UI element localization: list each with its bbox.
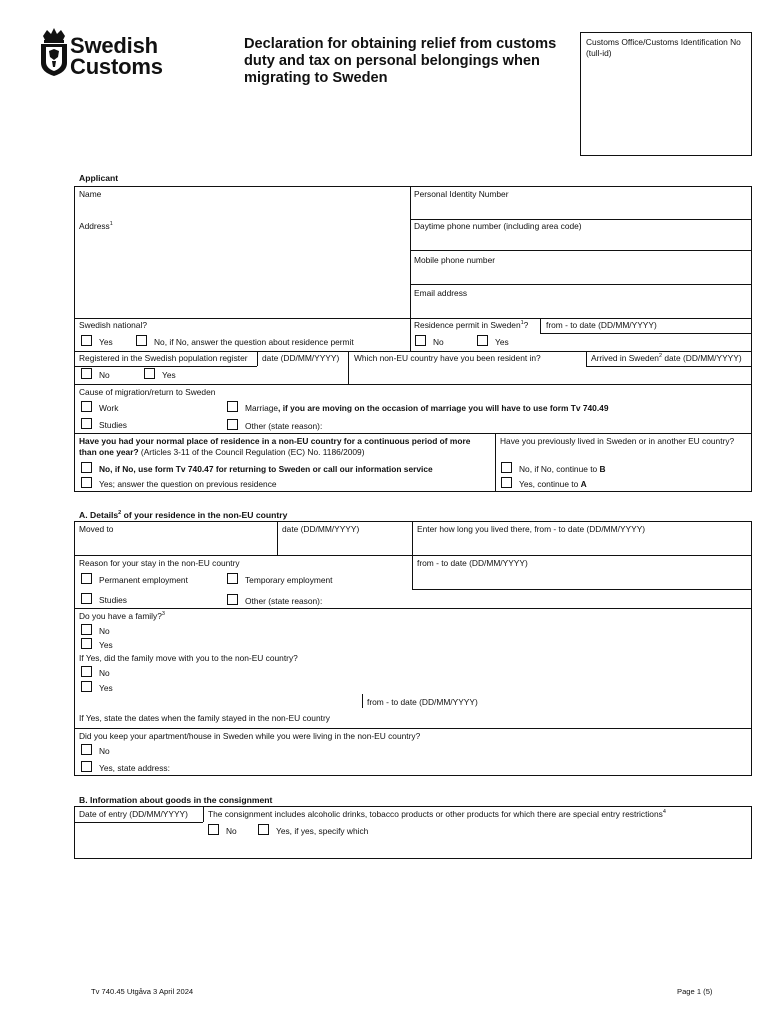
residence-permit-no-checkbox[interactable] <box>415 335 426 346</box>
page-title: Declaration for obtaining relief from customs duty and tax on personal belongings when migrating to Sweden <box>244 36 557 86</box>
section-b-heading: B. Information about goods in the consignment <box>79 795 273 805</box>
lived-before-no-label: No, if No, continue to B <box>519 464 606 474</box>
name-label: Name <box>79 189 102 199</box>
family-question: Do you have a family?$^3$ <box>79 611 165 621</box>
cause-marriage-checkbox[interactable] <box>227 401 238 412</box>
consignment-label: The consignment includes alcoholic drinks, tobacco products or other products for which there are special entry restrictions$^4$ <box>208 809 666 819</box>
swedish-national-yes-checkbox[interactable] <box>81 335 92 346</box>
cause-studies-label: Studies <box>99 420 127 430</box>
cause-other-checkbox[interactable] <box>227 419 238 430</box>
lived-before-no-checkbox[interactable] <box>501 462 512 473</box>
family-no-label: No <box>99 626 110 636</box>
family-move-yes-checkbox[interactable] <box>81 681 92 692</box>
customs-office-box[interactable] <box>580 32 752 156</box>
family-move-no-label: No <box>99 668 110 678</box>
residence-permit-yes-checkbox[interactable] <box>477 335 488 346</box>
family-no-checkbox[interactable] <box>81 624 92 635</box>
family-yes-checkbox[interactable] <box>81 638 92 649</box>
cause-studies-checkbox[interactable] <box>81 418 92 429</box>
date-of-entry-label: Date of entry (DD/MM/YYYY) <box>79 809 188 819</box>
reason-temporary-label: Temporary employment <box>245 575 333 585</box>
family-move-yes-label: Yes <box>99 683 113 693</box>
consignment-yes-checkbox[interactable] <box>258 824 269 835</box>
residence-no-label: No, if No, use form Tv 740.47 for returning to Sweden or call our information service <box>99 464 433 474</box>
registered-label: Registered in the Swedish population register <box>79 353 248 363</box>
applicant-heading: Applicant <box>79 173 119 183</box>
non-eu-country-label: Which non-EU country have you been resident in? <box>354 353 541 363</box>
address-label: Address$^1$ <box>79 221 113 231</box>
cause-other-label: Other (state reason): <box>245 421 323 431</box>
moved-to-field[interactable] <box>75 534 276 554</box>
family-dates-range-label: from - to date (DD/MM/YYYY) <box>367 697 478 707</box>
how-long-label: Enter how long you lived there, from - to date (DD/MM/YYYY) <box>417 524 646 534</box>
consignment-yes-label: Yes, if yes, specify which <box>276 826 369 836</box>
residence-question: Have you had your normal place of residence in a non-EU country for a continuous period of more than one year? (Articles 3-11 of the Council Regulation (EC) No. 1186/2009) <box>79 436 471 457</box>
page-number: Page 1 (5) <box>677 987 713 996</box>
apartment-no-label: No <box>99 746 110 756</box>
swedish-national-label: Swedish national? <box>79 320 147 330</box>
residence-yes-label: Yes; answer the question on previous residence <box>99 479 277 489</box>
apartment-yes-label: Yes, state address: <box>99 763 170 773</box>
arrived-label: Arrived in Sweden$^2$ date (DD/MM/YYYY) <box>591 353 742 363</box>
cause-label: Cause of migration/return to Sweden <box>79 387 216 397</box>
swedish-national-no-checkbox[interactable] <box>136 335 147 346</box>
apartment-question: Did you keep your apartment/house in Sweden while you were living in the non-EU country? <box>79 731 421 741</box>
apartment-no-checkbox[interactable] <box>81 744 92 755</box>
residence-permit-yes-label: Yes <box>495 337 509 347</box>
registered-yes-label: Yes <box>162 370 176 380</box>
section-a-heading: A. Details$^2$ of your residence in the non-EU country <box>79 510 288 520</box>
customs-office-label: Customs Office/Customs Identification No (tull-id) <box>586 37 741 58</box>
lived-before-yes-checkbox[interactable] <box>501 477 512 488</box>
consignment-no-checkbox[interactable] <box>208 824 219 835</box>
moved-to-label: Moved to <box>79 524 114 534</box>
residence-permit-dates-label: from - to date (DD/MM/YYYY) <box>546 320 657 330</box>
swedish-national-yes-label: Yes <box>99 337 113 347</box>
apartment-yes-checkbox[interactable] <box>81 761 92 772</box>
crown-shield-icon <box>38 27 70 77</box>
daytime-phone-field[interactable] <box>411 231 751 249</box>
residence-permit-label: Residence permit in Sweden$^1$? <box>414 320 529 330</box>
family-move-question: If Yes, did the family move with you to the non-EU country? <box>79 653 298 663</box>
registered-no-checkbox[interactable] <box>81 368 92 379</box>
reason-permanent-label: Permanent employment <box>99 575 188 585</box>
reason-studies-label: Studies <box>99 595 127 605</box>
reason-studies-checkbox[interactable] <box>81 593 92 604</box>
family-yes-label: Yes <box>99 640 113 650</box>
cause-marriage-label: Marriage, if you are moving on the occasion of marriage you will have to use form Tv 740.49 <box>245 403 609 413</box>
reason-other-label: Other (state reason): <box>245 596 323 606</box>
email-field[interactable] <box>411 298 751 317</box>
residence-no-checkbox[interactable] <box>81 462 92 473</box>
daytime-phone-label: Daytime phone number (including area code) <box>414 221 582 231</box>
name-field[interactable] <box>75 199 409 218</box>
lived-before-question: Have you previously lived in Sweden or in another EU country? <box>500 436 735 446</box>
registered-date-label: date (DD/MM/YYYY) <box>262 353 340 363</box>
family-dates-label: If Yes, state the dates when the family stayed in the non-EU country <box>79 713 330 723</box>
cause-work-checkbox[interactable] <box>81 401 92 412</box>
reason-permanent-checkbox[interactable] <box>81 573 92 584</box>
email-label: Email address <box>414 288 468 298</box>
reason-label: Reason for your stay in the non-EU country <box>79 558 240 568</box>
mobile-phone-field[interactable] <box>411 265 751 283</box>
consignment-no-label: No <box>226 826 237 836</box>
reason-temporary-checkbox[interactable] <box>227 573 238 584</box>
swedish-national-no-label: No, if No, answer the question about residence permit <box>154 337 354 347</box>
registered-no-label: No <box>99 370 110 380</box>
lived-before-yes-label: Yes, continue to A <box>519 479 587 489</box>
logo-text-line1: Swedish <box>70 33 158 58</box>
address-field[interactable] <box>75 232 409 317</box>
residence-permit-no-label: No <box>433 337 444 347</box>
moved-date-label: date (DD/MM/YYYY) <box>282 524 360 534</box>
personal-id-label: Personal Identity Number <box>414 189 509 199</box>
reason-other-checkbox[interactable] <box>227 594 238 605</box>
registered-yes-checkbox[interactable] <box>144 368 155 379</box>
residence-yes-checkbox[interactable] <box>81 477 92 488</box>
form-id: Tv 740.45 Utgåva 3 April 2024 <box>91 987 194 996</box>
logo-text-line2: Customs <box>70 54 163 79</box>
family-move-no-checkbox[interactable] <box>81 666 92 677</box>
reason-dates-label: from - to date (DD/MM/YYYY) <box>417 558 528 568</box>
cause-work-label: Work <box>99 403 119 413</box>
personal-id-field[interactable] <box>411 199 751 218</box>
mobile-phone-label: Mobile phone number <box>414 255 496 265</box>
